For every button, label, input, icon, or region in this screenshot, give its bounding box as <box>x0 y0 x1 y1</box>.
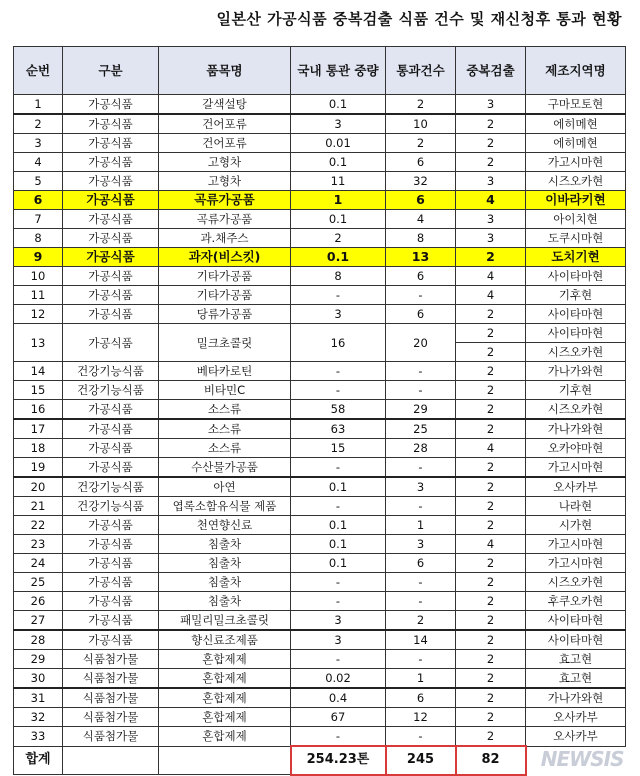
passed-count-cell: - <box>386 650 456 669</box>
category-cell: 가공식품 <box>63 439 159 458</box>
row-number: 11 <box>14 286 63 305</box>
region-cell: 나라현 <box>526 497 626 516</box>
detection-count-cell: 2 <box>456 324 526 343</box>
detection-count-cell: 2 <box>456 516 526 535</box>
item-name-cell: 수산물가공품 <box>159 458 291 478</box>
detection-count-cell: 2 <box>456 248 526 267</box>
passed-count-cell: 6 <box>386 554 456 573</box>
table-row <box>14 191 626 210</box>
row-number: 30 <box>14 669 63 689</box>
row-number: 18 <box>14 439 63 458</box>
table-row <box>14 497 626 516</box>
region-cell: 후쿠오카현 <box>526 592 626 611</box>
region-cell: 사이타마현 <box>526 611 626 631</box>
item-name-cell: 기타가공품 <box>159 267 291 286</box>
table-row <box>14 477 626 497</box>
weight-cell: 1 <box>291 191 386 210</box>
weight-cell: 3 <box>291 114 386 134</box>
detection-count-cell: 2 <box>456 573 526 592</box>
detection-count-cell: 2 <box>456 153 526 172</box>
watermark-cell <box>526 746 626 775</box>
category-cell: 가공식품 <box>63 248 159 267</box>
detection-count-cell: 2 <box>456 611 526 631</box>
category-cell: 가공식품 <box>63 153 159 172</box>
weight-cell: - <box>291 592 386 611</box>
item-name-cell: 침출차 <box>159 535 291 554</box>
passed-count-cell: - <box>386 727 456 747</box>
category-cell: 가공식품 <box>63 400 159 420</box>
passed-count-cell: 3 <box>386 477 456 497</box>
total-empty <box>63 746 159 775</box>
weight-cell: 0.1 <box>291 477 386 497</box>
row-number: 27 <box>14 611 63 631</box>
item-name-cell: 소스류 <box>159 439 291 458</box>
weight-cell: 8 <box>291 267 386 286</box>
detection-count-cell: 2 <box>456 630 526 650</box>
item-name-cell: 아연 <box>159 477 291 497</box>
table-row <box>14 305 626 324</box>
weight-cell: - <box>291 650 386 669</box>
row-number: 8 <box>14 229 63 248</box>
detection-count-cell: 2 <box>456 592 526 611</box>
item-name-cell: 혼합제제 <box>159 688 291 708</box>
category-cell: 가공식품 <box>63 458 159 478</box>
category-cell: 가공식품 <box>63 114 159 134</box>
passed-count-cell: 12 <box>386 708 456 727</box>
region-cell: 가나가와현 <box>526 362 626 381</box>
table-row <box>14 286 626 305</box>
passed-count-cell: 4 <box>386 210 456 229</box>
table-row <box>14 592 626 611</box>
item-name-cell: 향신료조제품 <box>159 630 291 650</box>
item-name-cell: 침출차 <box>159 573 291 592</box>
detection-count-cell: 4 <box>456 535 526 554</box>
total-label: 합계 <box>14 746 63 775</box>
category-cell: 가공식품 <box>63 573 159 592</box>
item-name-cell: 과자(비스킷) <box>159 248 291 267</box>
weight-cell: 63 <box>291 419 386 439</box>
item-name-cell: 혼합제제 <box>159 727 291 747</box>
item-name-cell: 건어포류 <box>159 134 291 153</box>
category-cell: 건강기능식품 <box>63 477 159 497</box>
category-cell: 가공식품 <box>63 324 159 362</box>
table-row <box>14 248 626 267</box>
row-number: 17 <box>14 419 63 439</box>
detection-count-cell: 2 <box>456 305 526 324</box>
region-cell: 시즈오카현 <box>526 172 626 191</box>
passed-count-cell: 29 <box>386 400 456 420</box>
region-cell: 가고시마현 <box>526 535 626 554</box>
weight-cell: 16 <box>291 324 386 362</box>
item-name-cell: 혼합제제 <box>159 708 291 727</box>
category-cell: 가공식품 <box>63 267 159 286</box>
row-number: 21 <box>14 497 63 516</box>
detection-count-cell: 2 <box>456 497 526 516</box>
category-cell: 가공식품 <box>63 286 159 305</box>
table-row <box>14 419 626 439</box>
detection-count-cell: 2 <box>456 400 526 420</box>
passed-count-cell: 6 <box>386 267 456 286</box>
weight-cell: - <box>291 286 386 305</box>
table-row <box>14 554 626 573</box>
category-cell: 식품첨가물 <box>63 688 159 708</box>
row-number: 9 <box>14 248 63 267</box>
header-weight: 국내 통관 중량 <box>291 47 386 95</box>
total-empty <box>159 746 291 775</box>
region-cell: 시가현 <box>526 516 626 535</box>
item-name-cell: 당류가공품 <box>159 305 291 324</box>
weight-cell: 0.1 <box>291 95 386 115</box>
table-row <box>14 172 626 191</box>
category-cell: 식품첨가물 <box>63 727 159 747</box>
detection-count-cell: 2 <box>456 458 526 478</box>
passed-count-cell: 1 <box>386 516 456 535</box>
detection-count-cell: 4 <box>456 191 526 210</box>
item-name-cell: 혼합제제 <box>159 669 291 689</box>
row-number: 32 <box>14 708 63 727</box>
row-number: 24 <box>14 554 63 573</box>
passed-count-cell: - <box>386 573 456 592</box>
category-cell: 가공식품 <box>63 210 159 229</box>
region-cell: 에히메현 <box>526 134 626 153</box>
table-row <box>14 516 626 535</box>
table-row <box>14 95 626 115</box>
detection-count-cell: 3 <box>456 229 526 248</box>
detection-count-cell: 4 <box>456 439 526 458</box>
table-row <box>14 458 626 478</box>
table-row <box>14 439 626 458</box>
table-row <box>14 400 626 420</box>
table-row <box>14 708 626 727</box>
passed-count-cell: - <box>386 458 456 478</box>
detection-count-cell: 2 <box>456 727 526 747</box>
row-number: 26 <box>14 592 63 611</box>
region-cell: 에히메현 <box>526 114 626 134</box>
passed-count-cell: 6 <box>386 191 456 210</box>
item-name-cell: 갈색설탕 <box>159 95 291 115</box>
region-cell: 도쿠시마현 <box>526 229 626 248</box>
row-number: 20 <box>14 477 63 497</box>
item-name-cell: 침출차 <box>159 592 291 611</box>
weight-cell: 58 <box>291 400 386 420</box>
weight-cell: - <box>291 727 386 747</box>
table-row <box>14 381 626 400</box>
row-number: 16 <box>14 400 63 420</box>
passed-count-cell: 20 <box>386 324 456 362</box>
region-cell: 시즈오카현 <box>526 400 626 420</box>
region-cell: 도치기현 <box>526 248 626 267</box>
category-cell: 식품첨가물 <box>63 650 159 669</box>
passed-count-cell: 2 <box>386 611 456 631</box>
region-cell: 아이치현 <box>526 210 626 229</box>
passed-count-cell: - <box>386 362 456 381</box>
header-row <box>14 47 626 95</box>
header-detections: 중복검출 <box>456 47 526 95</box>
passed-count-cell: 6 <box>386 688 456 708</box>
category-cell: 건강기능식품 <box>63 381 159 400</box>
detection-count-cell: 2 <box>456 554 526 573</box>
row-number: 13 <box>14 324 63 362</box>
row-number: 6 <box>14 191 63 210</box>
table-row <box>14 153 626 172</box>
category-cell: 가공식품 <box>63 554 159 573</box>
passed-count-cell: 28 <box>386 439 456 458</box>
table-row <box>14 688 626 708</box>
region-cell: 시즈오카현 <box>526 573 626 592</box>
category-cell: 가공식품 <box>63 611 159 631</box>
total-row <box>14 746 626 775</box>
passed-count-cell: - <box>386 381 456 400</box>
row-number: 25 <box>14 573 63 592</box>
header-no: 순번 <box>14 47 63 95</box>
weight-cell: - <box>291 497 386 516</box>
item-name-cell: 엽록소함유식물 제품 <box>159 497 291 516</box>
header-passed: 통과건수 <box>386 47 456 95</box>
table-row <box>14 229 626 248</box>
total-detections: 82 <box>456 746 526 775</box>
item-name-cell: 밀크초콜릿 <box>159 324 291 362</box>
header-region: 제조지역명 <box>526 47 626 95</box>
detection-count-cell: 2 <box>456 419 526 439</box>
passed-count-cell: 2 <box>386 134 456 153</box>
item-name-cell: 곡류가공품 <box>159 210 291 229</box>
weight-cell: 0.1 <box>291 248 386 267</box>
region-cell: 기후현 <box>526 286 626 305</box>
category-cell: 가공식품 <box>63 592 159 611</box>
item-name-cell: 고형차 <box>159 172 291 191</box>
passed-count-cell: 10 <box>386 114 456 134</box>
table-row <box>14 727 626 747</box>
passed-count-cell: - <box>386 497 456 516</box>
total-weight: 254.23톤 <box>291 746 386 775</box>
region-cell: 효고현 <box>526 650 626 669</box>
data-table <box>13 46 626 776</box>
row-number: 10 <box>14 267 63 286</box>
total-passed: 245 <box>386 746 456 775</box>
weight-cell: 0.1 <box>291 516 386 535</box>
row-number: 28 <box>14 630 63 650</box>
newsis-watermark: NEWSIS <box>540 746 624 771</box>
table-row <box>14 669 626 689</box>
item-name-cell: 베타카로틴 <box>159 362 291 381</box>
category-cell: 가공식품 <box>63 535 159 554</box>
region-cell: 효고현 <box>526 669 626 689</box>
row-number: 23 <box>14 535 63 554</box>
weight-cell: 0.1 <box>291 210 386 229</box>
row-number: 22 <box>14 516 63 535</box>
category-cell: 가공식품 <box>63 630 159 650</box>
region-cell: 가고시마현 <box>526 458 626 478</box>
row-number: 33 <box>14 727 63 747</box>
weight-cell: 0.1 <box>291 153 386 172</box>
passed-count-cell: 1 <box>386 669 456 689</box>
category-cell: 가공식품 <box>63 134 159 153</box>
passed-count-cell: 32 <box>386 172 456 191</box>
weight-cell: 67 <box>291 708 386 727</box>
item-name-cell: 침출차 <box>159 554 291 573</box>
weight-cell: 0.01 <box>291 134 386 153</box>
region-cell: 오사카부 <box>526 477 626 497</box>
passed-count-cell: - <box>386 286 456 305</box>
weight-cell: 3 <box>291 630 386 650</box>
item-name-cell: 패밀리밀크초콜릿 <box>159 611 291 631</box>
weight-cell: - <box>291 362 386 381</box>
passed-count-cell: 3 <box>386 535 456 554</box>
row-number: 7 <box>14 210 63 229</box>
passed-count-cell: 2 <box>386 95 456 115</box>
passed-count-cell: 6 <box>386 153 456 172</box>
weight-cell: 3 <box>291 305 386 324</box>
item-name-cell: 소스류 <box>159 419 291 439</box>
region-cell: 가나가와현 <box>526 688 626 708</box>
detection-count-cell: 2 <box>456 114 526 134</box>
header-item: 품목명 <box>159 47 291 95</box>
region-cell: 구마모토현 <box>526 95 626 115</box>
region-cell: 가고시마현 <box>526 153 626 172</box>
table-row <box>14 267 626 286</box>
passed-count-cell: 14 <box>386 630 456 650</box>
region-cell: 기후현 <box>526 381 626 400</box>
category-cell: 건강기능식품 <box>63 362 159 381</box>
region-cell: 오사카부 <box>526 727 626 747</box>
detection-count-cell: 2 <box>456 362 526 381</box>
item-name-cell: 혼합제제 <box>159 650 291 669</box>
region-cell: 사이타마현 <box>526 305 626 324</box>
region-cell: 시즈오카현 <box>526 343 626 362</box>
category-cell: 가공식품 <box>63 95 159 115</box>
row-number: 29 <box>14 650 63 669</box>
passed-count-cell: - <box>386 592 456 611</box>
weight-cell: 0.1 <box>291 535 386 554</box>
passed-count-cell: 8 <box>386 229 456 248</box>
item-name-cell: 기타가공품 <box>159 286 291 305</box>
item-name-cell: 천연향신료 <box>159 516 291 535</box>
row-number: 12 <box>14 305 63 324</box>
item-name-cell: 고형차 <box>159 153 291 172</box>
region-cell: 가고시마현 <box>526 554 626 573</box>
table-row <box>14 573 626 592</box>
detection-count-cell: 4 <box>456 267 526 286</box>
detection-count-cell: 3 <box>456 95 526 115</box>
category-cell: 가공식품 <box>63 229 159 248</box>
category-cell: 가공식품 <box>63 516 159 535</box>
region-cell: 가나가와현 <box>526 419 626 439</box>
category-cell: 건강기능식품 <box>63 497 159 516</box>
category-cell: 가공식품 <box>63 305 159 324</box>
table-row <box>14 630 626 650</box>
row-number: 14 <box>14 362 63 381</box>
weight-cell: 0.1 <box>291 554 386 573</box>
table-row <box>14 114 626 134</box>
item-name-cell: 비타민C <box>159 381 291 400</box>
region-cell: 사이타마현 <box>526 267 626 286</box>
weight-cell: - <box>291 458 386 478</box>
weight-cell: 0.02 <box>291 669 386 689</box>
region-cell: 오사카부 <box>526 708 626 727</box>
weight-cell: - <box>291 573 386 592</box>
row-number: 19 <box>14 458 63 478</box>
detection-count-cell: 2 <box>456 381 526 400</box>
table-row <box>14 611 626 631</box>
detection-count-cell: 3 <box>456 172 526 191</box>
passed-count-cell: 6 <box>386 305 456 324</box>
table-row <box>14 324 626 343</box>
row-number: 15 <box>14 381 63 400</box>
category-cell: 식품첨가물 <box>63 669 159 689</box>
table-row <box>14 210 626 229</box>
header-category: 구분 <box>63 47 159 95</box>
item-name-cell: 과.채주스 <box>159 229 291 248</box>
row-number: 2 <box>14 114 63 134</box>
table-row <box>14 134 626 153</box>
row-number: 1 <box>14 95 63 115</box>
detection-count-cell: 2 <box>456 708 526 727</box>
region-cell: 사이타마현 <box>526 630 626 650</box>
row-number: 3 <box>14 134 63 153</box>
weight-cell: 0.4 <box>291 688 386 708</box>
category-cell: 가공식품 <box>63 419 159 439</box>
weight-cell: 3 <box>291 611 386 631</box>
table-row <box>14 650 626 669</box>
region-cell: 오카야마현 <box>526 439 626 458</box>
weight-cell: 11 <box>291 172 386 191</box>
item-name-cell: 곡류가공품 <box>159 191 291 210</box>
detection-count-cell: 2 <box>456 650 526 669</box>
table-row <box>14 535 626 554</box>
row-number: 4 <box>14 153 63 172</box>
category-cell: 가공식품 <box>63 191 159 210</box>
detection-count-cell: 2 <box>456 343 526 362</box>
table-row <box>14 362 626 381</box>
detection-count-cell: 4 <box>456 286 526 305</box>
page-title: 일본산 가공식품 중복검출 식품 건수 및 재신청후 통과 현황 <box>216 10 622 28</box>
weight-cell: 2 <box>291 229 386 248</box>
item-name-cell: 건어포류 <box>159 114 291 134</box>
region-cell: 이바라키현 <box>526 191 626 210</box>
passed-count-cell: 25 <box>386 419 456 439</box>
weight-cell: 15 <box>291 439 386 458</box>
category-cell: 식품첨가물 <box>63 708 159 727</box>
detection-count-cell: 2 <box>456 688 526 708</box>
row-number: 5 <box>14 172 63 191</box>
detection-count-cell: 2 <box>456 669 526 689</box>
category-cell: 가공식품 <box>63 172 159 191</box>
detection-count-cell: 3 <box>456 210 526 229</box>
detection-count-cell: 2 <box>456 134 526 153</box>
detection-count-cell: 2 <box>456 477 526 497</box>
row-number: 31 <box>14 688 63 708</box>
passed-count-cell: 13 <box>386 248 456 267</box>
weight-cell: - <box>291 381 386 400</box>
region-cell: 사이타마현 <box>526 324 626 343</box>
item-name-cell: 소스류 <box>159 400 291 420</box>
